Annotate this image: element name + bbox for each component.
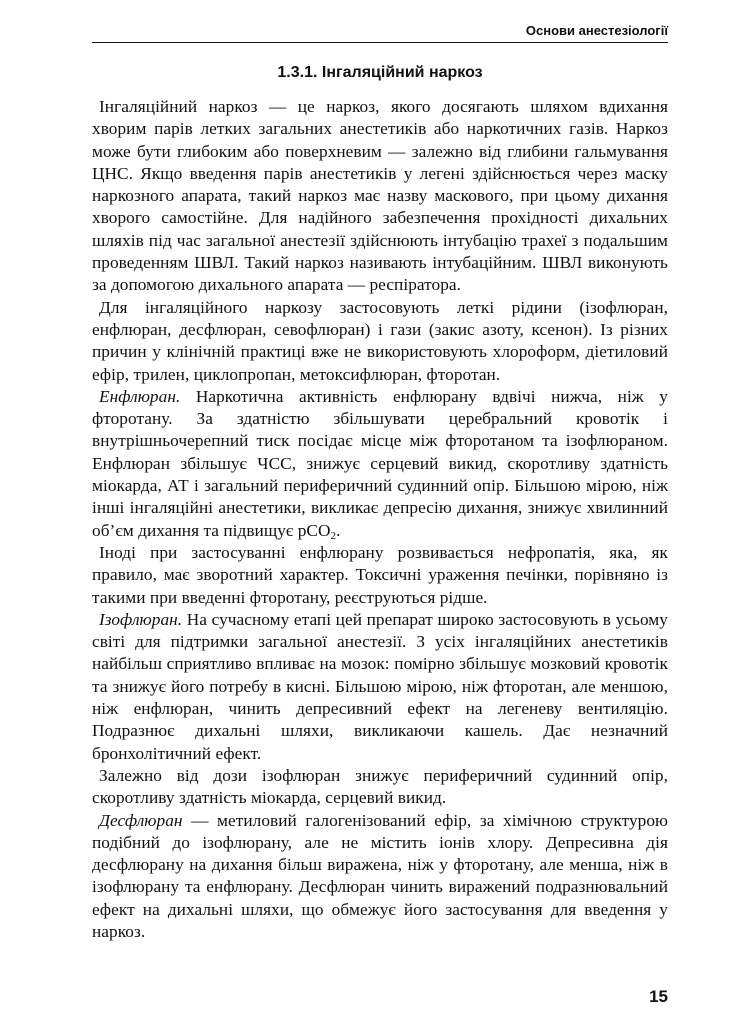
section-title: 1.3.1. Інгаляційний наркоз — [277, 64, 483, 81]
paragraph-text: Залежно від дози ізофлюран знижує периферичний судинний опір, скоротливу здатність міокарда, серцевий викид. — [92, 765, 668, 808]
paragraph-text: Наркотична активність енфлюрану вдвічі нижча, ніж у фторотану. За здатністю збільшувати церебральний кровотік і внутрішньочерепний тиск посідає місце між фторотаном та ізофлюраном. Енфлюран збільшує ЧСС, знижує серцевий викид, скоротливу здатність міокарда, АТ і загальний периферичний судинний опір. Більшою мірою, ніж інші інгаляційні анестетики, викликає депресію дихання, знижує хвилинний об’єм дихання та підвищує pCO — [92, 386, 668, 540]
running-header: Основи анестезіології — [525, 23, 668, 38]
paragraph-1 — [92, 96, 668, 297]
paragraph-desflurane — [92, 810, 668, 944]
paragraph-isoflurane — [92, 609, 668, 765]
paragraph-term: Енфлюран. — [99, 386, 181, 406]
paragraph-text: Для інгаляційного наркозу застосовують леткі рідини (ізофлюран, енфлюран, десфлюран, севофлюран) і гази (закис азоту, ксенон). Із різних причин у клінічній практиці вже не використовують хлороформ, діетиловий ефір, трилен, циклопропан, метоксифлюран, фторотан. — [92, 297, 668, 384]
page-number: 15 — [649, 987, 668, 1006]
paragraph-text: — метиловий галогенізований ефір, за хімічною структурою подібний до ізофлюрану, але не містить іонів хлору. Депресивна дія десфлюрану на дихання більш виражена, ніж у фторотану, але менша, ніж в ізофлюрану та енфлюрану. Десфлюран чинить виражений подразнювальний ефект на дихальні шляхи, що обмежує його застосування для введення у наркоз. — [92, 810, 668, 941]
paragraph-4 — [92, 542, 668, 609]
paragraph-enflurane — [92, 386, 668, 542]
paragraph-term: Десфлюран — [99, 810, 183, 830]
subscript: 2 — [330, 529, 337, 542]
paragraph-text: Іноді при застосуванні енфлюрану розвивається нефропатія, яка, як правило, має зворотний характер. Токсичні ураження печінки, порівняно із такими при введенні фторотану, реєструються рідше. — [92, 542, 668, 607]
paragraph-text: На сучасному етапі цей препарат широко застосовують в усьому світі для підтримки загальної анестезії. З усіх інгаляційних анестетиків найбільш сприятливо впливає на мозок: помірно збільшує мозковий кровотік та знижує його потребу в кисні. Більшою мірою, ніж фторотан, але меншою, ніж енфлюран, чинить депресивний ефект на легеневу вентиляцію. Подразнює дихальні шляхи, викликаючи кашель. Дає незначний бронхолітичний ефект. — [92, 609, 668, 763]
body-text — [92, 96, 668, 943]
paragraph-term: Ізофлюран. — [99, 609, 183, 629]
header-rule — [92, 42, 668, 43]
paragraph-text-end: . — [336, 520, 341, 540]
paragraph-6 — [92, 765, 668, 810]
paragraph-text: Інгаляційний наркоз — це наркоз, якого досягають шляхом вдихання хворим парів летких загальних анестетиків або наркотичних газів. Наркоз може бути глибоким або поверхневим — залежно від глибини гальмування ЦНС. Якщо введення парів анестетиків у легені здійснюється через маску наркозного апарата, такий наркоз має назву маскового, при цьому дихання хворого самостійне. Для надійного забезпечення прохідності дихальних шляхів під час загальної анестезії здійснюють інтубацію трахеї з подальшим проведенням ШВЛ. Такий наркоз називають інтубаційним. ШВЛ виконують за допомогою дихального апарата — респіратора. — [92, 97, 668, 295]
paragraph-2 — [92, 297, 668, 386]
